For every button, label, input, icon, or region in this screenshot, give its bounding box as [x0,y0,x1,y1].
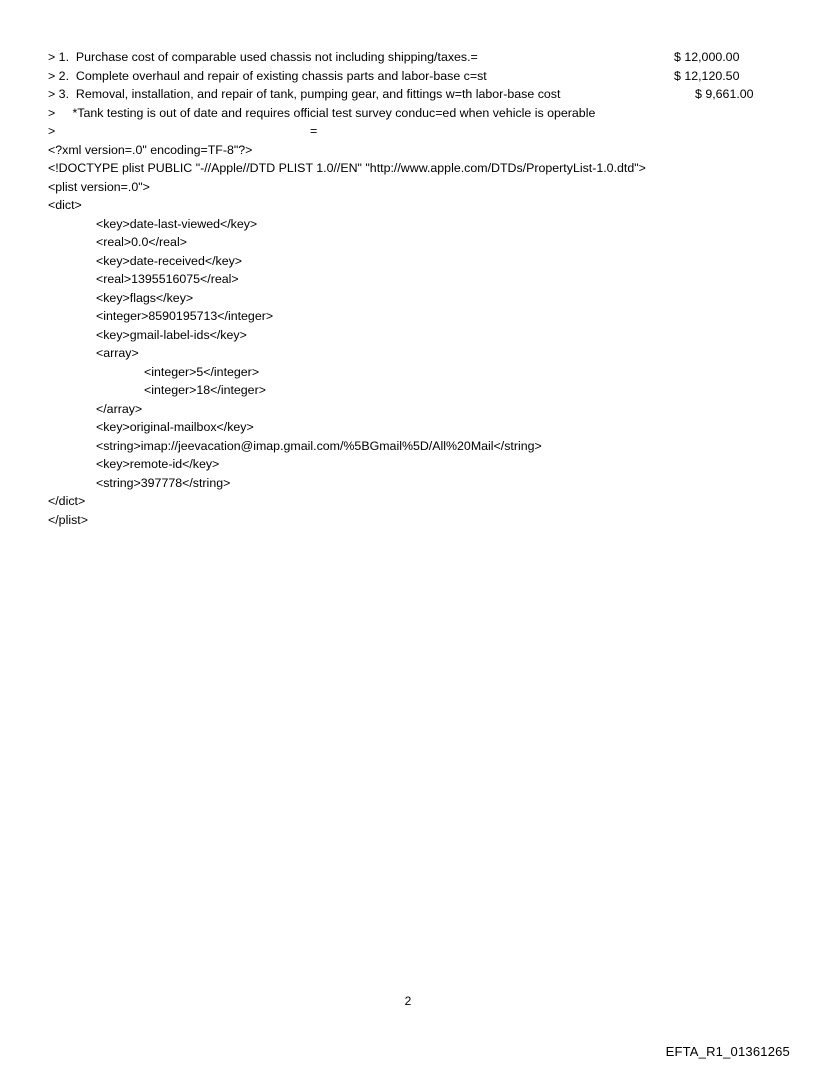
tank-testing-note: > *Tank testing is out of date and requires official test survey conduc=ed when vehicle is operable [48,105,596,120]
xml-line: </plist> [48,512,88,527]
xml-line: <plist version=.0"> [48,179,150,194]
cost-item-amount: $ 12,120.50 [674,68,740,83]
xml-line: <key>remote-id</key> [96,457,220,471]
plist-xml-block [48,141,788,530]
cost-item-2 [48,67,788,86]
xml-line: <integer>8590195713</integer> [96,309,274,323]
document-id: EFTA_R1_01361265 [665,1044,790,1059]
cost-item-text: > 1. Purchase cost of comparable used chassis not including shipping/taxes.= [48,50,478,64]
xml-line: <string>imap://jeevacation@imap.gmail.com/%5BGmail%5D/All%20Mail</string> [96,438,542,453]
xml-line: <key>flags</key> [96,290,194,305]
xml-line: <dict> [48,198,82,212]
document-body [48,48,788,529]
xml-line: <string>397778</string> [96,475,231,490]
xml-line: <?xml version=.0" encoding=TF-8"?> [48,142,253,157]
xml-line: <integer>18</integer> [144,383,266,397]
cost-item-3 [48,85,788,104]
xml-line: <key>gmail-label-ids</key> [96,327,247,342]
xml-line: <key>date-received</key> [96,253,243,268]
cost-item-text: > 3. Removal, installation, and repair of tank, pumping gear, and fittings w=th labor-base cost [48,87,561,101]
xml-line: <key>date-last-viewed</key> [96,216,258,231]
xml-line: </dict> [48,494,86,508]
cost-item-amount: $ 12,000.00 [674,50,740,64]
quoted-continuation-line: > = [48,124,318,138]
xml-line: <key>original-mailbox</key> [96,420,254,434]
xml-line: <array> [96,346,139,360]
cost-item-text: > 2. Complete overhaul and repair of existing chassis parts and labor-base c=st [48,68,487,83]
xml-line: <!DOCTYPE plist PUBLIC "-//Apple//DTD PLIST 1.0//EN" "http://www.apple.com/DTDs/PropertyList-1.0.dtd"> [48,161,646,175]
cost-item-amount: $ 9,661.00 [695,87,754,101]
xml-line: <real>0.0</real> [96,235,187,249]
xml-line: <integer>5</integer> [144,364,260,379]
xml-line: <real>1395516075</real> [96,272,239,286]
xml-line: </array> [96,401,143,416]
cost-item-1 [48,48,788,67]
page-number: 2 [404,994,412,1008]
